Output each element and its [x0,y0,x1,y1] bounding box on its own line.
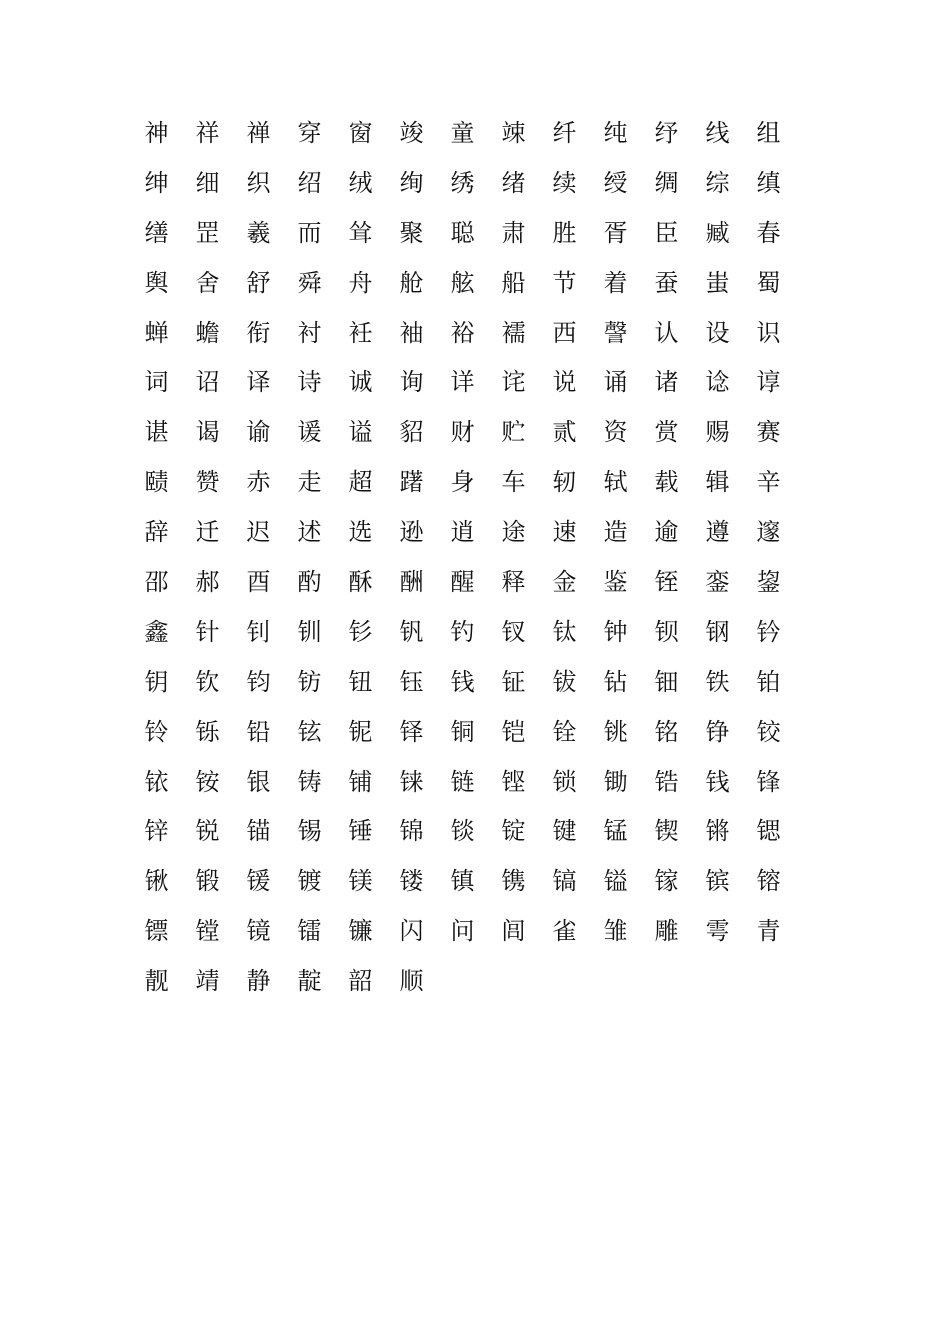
character-cell: 诏 [195,368,220,397]
character-cell: 镂 [399,867,424,896]
character-cell: 钛 [552,617,577,646]
character-cell: 贰 [552,418,577,447]
character-cell: 钰 [399,667,424,696]
character-cell: 身 [450,468,475,497]
character-cell: 赜 [144,468,169,497]
character-cell: 财 [450,418,475,447]
character-cell: 衬 [297,318,322,347]
character-cell: 闾 [501,917,526,946]
character-cell: 逾 [654,518,679,547]
character-cell: 途 [501,518,526,547]
character-cell: 钲 [501,667,526,696]
character-cell: 鋆 [756,567,781,596]
character-cell: 蜀 [756,268,781,297]
character-cell: 贮 [501,418,526,447]
character-cell: 聚 [399,218,424,247]
character-cell: 纯 [603,118,628,147]
character-cell: 竦 [501,118,526,147]
character-cell: 细 [195,168,220,197]
character-cell: 春 [756,218,781,247]
character-cell: 胜 [552,218,577,247]
character-cell: 舜 [297,268,322,297]
character-row [131,457,811,507]
character-cell: 钫 [297,667,322,696]
character-cell: 谥 [348,418,373,447]
character-cell: 顺 [399,967,424,996]
character-cell: 镐 [552,867,577,896]
character-cell: 襦 [501,318,526,347]
character-cell: 锭 [501,817,526,846]
character-cell: 铭 [654,717,679,746]
character-cell: 辑 [705,468,730,497]
character-cell: 绅 [144,168,169,197]
character-cell: 铿 [501,767,526,796]
character-cell: 镰 [348,917,373,946]
character-cell: 蝉 [144,318,169,347]
character-cell: 钊 [246,617,271,646]
character-cell: 雀 [552,917,577,946]
character-cell: 逊 [399,518,424,547]
character-row [131,308,811,358]
character-cell: 遵 [705,518,730,547]
character-cell: 靓 [144,967,169,996]
character-cell: 锶 [756,817,781,846]
character-row [131,557,811,607]
character-cell: 详 [450,368,475,397]
character-cell: 躇 [399,468,424,497]
character-cell: 邵 [144,567,169,596]
character-row [131,258,811,308]
character-cell: 赞 [195,468,220,497]
character-cell: 锄 [603,767,628,796]
character-cell: 钒 [399,617,424,646]
character-cell: 设 [705,318,730,347]
character-cell: 酥 [348,567,373,596]
character-cell: 蟾 [195,318,220,347]
character-cell: 锋 [756,767,781,796]
character-cell: 舱 [399,268,424,297]
character-row [131,806,811,856]
character-cell: 銮 [705,567,730,596]
character-cell: 纾 [654,118,679,147]
character-cell: 衔 [246,318,271,347]
character-cell: 酉 [246,567,271,596]
character-cell: 钏 [297,617,322,646]
character-cell: 铉 [297,717,322,746]
character-cell: 貂 [399,418,424,447]
character-cell: 舒 [246,268,271,297]
character-cell: 鉴 [603,567,628,596]
character-cell: 锁 [552,767,577,796]
character-cell: 织 [246,168,271,197]
character-cell: 铃 [144,717,169,746]
character-row [131,707,811,757]
character-cell: 绣 [450,168,475,197]
character-cell: 雏 [603,917,628,946]
character-cell: 郝 [195,567,220,596]
character-cell: 铁 [705,667,730,696]
character-row [131,906,811,956]
character-cell: 镇 [450,867,475,896]
character-cell: 辞 [144,518,169,547]
character-cell: 钥 [144,667,169,696]
character-cell: 钮 [348,667,373,696]
character-cell: 锰 [603,817,628,846]
character-cell: 金 [552,567,577,596]
character-cell: 铮 [705,717,730,746]
character-cell: 肃 [501,218,526,247]
character-cell: 衽 [348,318,373,347]
character-cell: 轼 [603,468,628,497]
character-cell: 镗 [195,917,220,946]
character-cell: 镭 [297,917,322,946]
character-cell: 神 [144,118,169,147]
character-cell: 镜 [246,917,271,946]
character-cell: 钤 [756,617,781,646]
character-cell: 铜 [450,717,475,746]
character-cell: 舍 [195,268,220,297]
character-cell: 走 [297,468,322,497]
character-cell: 谖 [297,418,322,447]
character-cell: 铌 [348,717,373,746]
character-cell: 钓 [450,617,475,646]
character-cell: 靛 [297,967,322,996]
character-row [131,757,811,807]
character-cell: 词 [144,368,169,397]
character-cell: 诗 [297,368,322,397]
character-cell: 诚 [348,368,373,397]
character-cell: 锚 [246,817,271,846]
character-cell: 铵 [195,767,220,796]
character-cell: 酌 [297,567,322,596]
character-cell: 线 [705,118,730,147]
character-cell: 闪 [399,917,424,946]
character-cell: 资 [603,418,628,447]
character-cell: 蚕 [654,268,679,297]
character-cell: 钱 [705,767,730,796]
character-cell: 钗 [501,617,526,646]
character-cell: 针 [195,617,220,646]
character-cell: 缮 [144,218,169,247]
character-cell: 钧 [246,667,271,696]
character-cell: 童 [450,118,475,147]
character-cell: 铺 [348,767,373,796]
character-cell: 禅 [246,118,271,147]
character-cell: 锲 [654,817,679,846]
character-cell: 静 [246,967,271,996]
character-cell: 铫 [603,717,628,746]
character-cell: 铚 [654,567,679,596]
character-cell: 钹 [552,667,577,696]
character-cell: 铸 [297,767,322,796]
character-grid [131,108,811,1006]
character-cell: 绸 [654,168,679,197]
character-row [131,108,811,158]
character-cell: 耸 [348,218,373,247]
character-row [131,607,811,657]
character-cell: 轫 [552,468,577,497]
character-cell: 醒 [450,567,475,596]
character-cell: 铨 [552,717,577,746]
character-cell: 谂 [705,368,730,397]
character-cell: 羲 [246,218,271,247]
character-cell: 钡 [654,617,679,646]
character-cell: 镒 [603,867,628,896]
character-cell: 述 [297,518,322,547]
character-cell: 着 [603,268,628,297]
character-cell: 诸 [654,368,679,397]
character-cell: 雕 [654,917,679,946]
character-cell: 祥 [195,118,220,147]
character-row [131,856,811,906]
character-cell: 谒 [195,418,220,447]
character-cell: 说 [552,368,577,397]
character-cell: 速 [552,518,577,547]
character-cell: 聪 [450,218,475,247]
character-cell: 镁 [348,867,373,896]
character-cell: 识 [756,318,781,347]
character-cell: 造 [603,518,628,547]
character-cell: 锡 [297,817,322,846]
character-cell: 锦 [399,817,424,846]
character-cell: 缜 [756,168,781,197]
character-cell: 认 [654,318,679,347]
character-cell: 铂 [756,667,781,696]
character-row [131,657,811,707]
character-cell: 辛 [756,468,781,497]
character-row [131,507,811,557]
character-row [131,407,811,457]
character-cell: 罡 [195,218,220,247]
character-cell: 锾 [246,867,271,896]
character-cell: 绪 [501,168,526,197]
character-cell: 综 [705,168,730,197]
character-cell: 赤 [246,468,271,497]
character-cell: 钻 [603,667,628,696]
character-cell: 而 [297,218,322,247]
character-cell: 锤 [348,817,373,846]
character-row [131,357,811,407]
character-cell: 链 [450,767,475,796]
character-cell: 臧 [705,218,730,247]
character-cell: 赏 [654,418,679,447]
character-cell: 鑫 [144,617,169,646]
character-cell: 锌 [144,817,169,846]
character-cell: 绍 [297,168,322,197]
character-cell: 绒 [348,168,373,197]
character-cell: 超 [348,468,373,497]
character-cell: 译 [246,368,271,397]
character-cell: 铎 [399,717,424,746]
character-cell: 迟 [246,518,271,547]
character-cell: 铅 [246,717,271,746]
character-cell: 钦 [195,667,220,696]
character-cell: 车 [501,468,526,497]
character-cell: 铰 [756,717,781,746]
character-cell: 诧 [501,368,526,397]
character-cell: 镔 [705,867,730,896]
character-cell: 舷 [450,268,475,297]
character-cell: 诵 [603,368,628,397]
character-cell: 臣 [654,218,679,247]
character-cell: 镖 [144,917,169,946]
character-cell: 穿 [297,118,322,147]
character-cell: 蚩 [705,268,730,297]
character-cell: 铱 [144,767,169,796]
character-cell: 锵 [705,817,730,846]
character-cell: 钿 [654,667,679,696]
character-cell: 迁 [195,518,220,547]
character-cell: 组 [756,118,781,147]
character-cell: 键 [552,817,577,846]
character-cell: 酬 [399,567,424,596]
character-cell: 雩 [705,917,730,946]
character-row [131,956,811,1006]
character-cell: 锹 [144,867,169,896]
character-cell: 舟 [348,268,373,297]
character-cell: 锬 [450,817,475,846]
character-row [131,158,811,208]
character-cell: 绚 [399,168,424,197]
character-cell: 裕 [450,318,475,347]
character-cell: 载 [654,468,679,497]
character-cell: 绶 [603,168,628,197]
character-cell: 钐 [348,617,373,646]
character-cell: 赛 [756,418,781,447]
character-cell: 纤 [552,118,577,147]
character-cell: 袖 [399,318,424,347]
character-row [131,208,811,258]
character-cell: 锆 [654,767,679,796]
character-cell: 船 [501,268,526,297]
character-cell: 謦 [603,318,628,347]
character-cell: 邃 [756,518,781,547]
character-cell: 镀 [297,867,322,896]
character-cell: 钱 [450,667,475,696]
character-cell: 舆 [144,268,169,297]
character-cell: 谌 [144,418,169,447]
character-cell: 赐 [705,418,730,447]
character-cell: 铼 [399,767,424,796]
character-cell: 选 [348,518,373,547]
character-cell: 竣 [399,118,424,147]
character-cell: 锐 [195,817,220,846]
character-cell: 靖 [195,967,220,996]
character-cell: 锻 [195,867,220,896]
character-cell: 询 [399,368,424,397]
character-cell: 银 [246,767,271,796]
character-cell: 窗 [348,118,373,147]
character-cell: 青 [756,917,781,946]
character-cell: 节 [552,268,577,297]
character-cell: 释 [501,567,526,596]
character-cell: 谆 [756,368,781,397]
character-cell: 钟 [603,617,628,646]
character-cell: 镌 [501,867,526,896]
character-cell: 铠 [501,717,526,746]
character-cell: 镕 [756,867,781,896]
character-cell: 谕 [246,418,271,447]
character-cell: 韶 [348,967,373,996]
character-cell: 胥 [603,218,628,247]
character-cell: 西 [552,318,577,347]
character-cell: 问 [450,917,475,946]
character-cell: 铄 [195,717,220,746]
character-cell: 钢 [705,617,730,646]
character-cell: 续 [552,168,577,197]
character-cell: 镓 [654,867,679,896]
character-cell: 逍 [450,518,475,547]
